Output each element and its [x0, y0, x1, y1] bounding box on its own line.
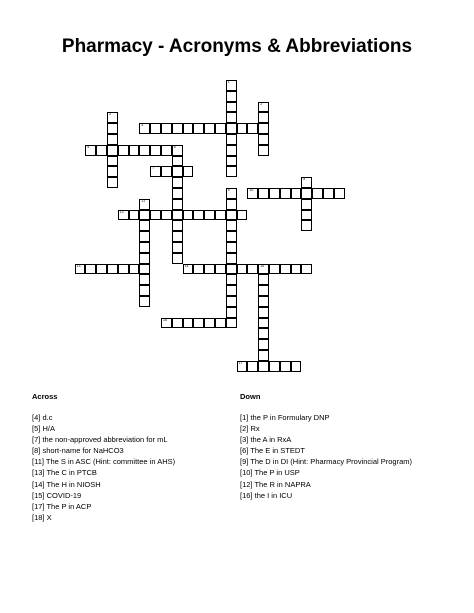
grid-cell[interactable] [237, 210, 248, 221]
grid-cell[interactable] [258, 285, 269, 296]
clue-text: the non-approved abbreviation for mL [42, 435, 168, 445]
grid-cell[interactable] [258, 264, 269, 275]
grid-cell[interactable] [226, 242, 237, 253]
clue-number: [15] [32, 490, 45, 500]
grid-cell[interactable] [258, 296, 269, 307]
grid-cell[interactable] [226, 285, 237, 296]
across-clue [32, 412, 175, 423]
grid-cell[interactable] [150, 145, 161, 156]
grid-cell[interactable] [139, 123, 150, 134]
grid-cell[interactable] [129, 210, 140, 221]
grid-cell[interactable] [96, 264, 107, 275]
grid-cell[interactable] [193, 264, 204, 275]
clue-text: The P in ACP [46, 501, 92, 511]
grid-cell[interactable] [237, 123, 248, 134]
clue-number: [9] [240, 457, 249, 467]
clue-number: [3] [240, 435, 249, 445]
clue-text: H/A [42, 424, 55, 434]
grid-cell[interactable] [161, 210, 172, 221]
grid-cell[interactable] [193, 123, 204, 134]
grid-cell[interactable] [150, 123, 161, 134]
grid-cell[interactable] [139, 220, 150, 231]
cell-number: 15 [260, 263, 265, 268]
grid-cell[interactable] [172, 145, 183, 156]
grid-cell[interactable] [258, 102, 269, 113]
grid-cell[interactable] [258, 318, 269, 329]
grid-cell[interactable] [258, 134, 269, 145]
cell-number: 11 [141, 198, 146, 203]
grid-cell[interactable] [226, 199, 237, 210]
grid-cell[interactable] [258, 339, 269, 350]
grid-cell[interactable] [258, 350, 269, 361]
grid-cell[interactable] [139, 296, 150, 307]
grid-cell[interactable] [247, 361, 258, 372]
grid-cell[interactable] [172, 177, 183, 188]
grid-cell[interactable] [204, 264, 215, 275]
grid-cell[interactable] [139, 231, 150, 242]
grid-cell[interactable] [258, 307, 269, 318]
grid-cell[interactable] [139, 210, 150, 221]
grid-cell[interactable] [226, 210, 237, 221]
grid-cell[interactable] [301, 177, 312, 188]
grid-cell[interactable] [247, 123, 258, 134]
grid-cell[interactable] [139, 274, 150, 285]
grid-cell[interactable] [107, 145, 118, 156]
grid-cell[interactable] [301, 220, 312, 231]
grid-cell[interactable] [183, 210, 194, 221]
clue-number: [18] [32, 512, 45, 522]
grid-cell[interactable] [75, 264, 86, 275]
clue-number: [10] [240, 468, 253, 478]
grid-cell[interactable] [280, 361, 291, 372]
grid-cell[interactable] [118, 210, 129, 221]
across-clue [32, 456, 175, 467]
grid-cell[interactable] [183, 166, 194, 177]
cell-number: 14 [184, 263, 189, 268]
clue-number: [2] [240, 424, 249, 434]
grid-cell[interactable] [301, 199, 312, 210]
clue-number: [8] [32, 446, 41, 456]
down-clue [240, 490, 412, 501]
grid-cell[interactable] [226, 123, 237, 134]
grid-cell[interactable] [226, 318, 237, 329]
grid-cell[interactable] [301, 210, 312, 221]
grid-cell[interactable] [172, 166, 183, 177]
grid-cell[interactable] [150, 166, 161, 177]
grid-cell[interactable] [226, 112, 237, 123]
grid-cell[interactable] [323, 188, 334, 199]
clue-number: [5] [32, 424, 41, 434]
across-heading: Across [32, 392, 58, 401]
clue-text: the P in Formulary DNP [250, 413, 330, 422]
grid-cell[interactable] [258, 123, 269, 134]
grid-cell[interactable] [172, 156, 183, 167]
down-clue [240, 456, 412, 467]
grid-cell[interactable] [183, 264, 194, 275]
grid-cell[interactable] [226, 145, 237, 156]
grid-cell[interactable] [334, 188, 345, 199]
clue-text: the A in RxA [250, 435, 292, 445]
grid-cell[interactable] [85, 264, 96, 275]
grid-cell[interactable] [183, 318, 194, 329]
across-clue [32, 423, 175, 434]
grid-cell[interactable] [226, 156, 237, 167]
grid-cell[interactable] [107, 112, 118, 123]
grid-cell[interactable] [85, 145, 96, 156]
down-clue [240, 434, 412, 445]
grid-cell[interactable] [139, 145, 150, 156]
grid-cell[interactable] [129, 145, 140, 156]
grid-cell[interactable] [269, 188, 280, 199]
down-clue [240, 412, 412, 423]
grid-cell[interactable] [301, 264, 312, 275]
grid-cell[interactable] [161, 166, 172, 177]
clue-number: [11] [32, 457, 44, 467]
grid-cell[interactable] [139, 253, 150, 264]
clue-number: [14] [32, 479, 45, 489]
cell-number: 8 [303, 177, 306, 182]
grid-cell[interactable] [107, 156, 118, 167]
clue-number: [16] [240, 490, 253, 500]
grid-cell[interactable] [107, 264, 118, 275]
clue-text: The D in DI (Hint: Pharmacy Provincial Program) [250, 457, 413, 467]
page-title: Pharmacy - Acronyms & Abbreviations [61, 36, 413, 57]
grid-cell[interactable] [107, 177, 118, 188]
grid-cell[interactable] [258, 188, 269, 199]
across-clues [32, 392, 175, 523]
grid-cell[interactable] [291, 361, 302, 372]
clue-number: [17] [32, 501, 45, 511]
grid-cell[interactable] [150, 210, 161, 221]
grid-cell[interactable] [226, 220, 237, 231]
down-clues [240, 392, 412, 501]
grid-cell[interactable] [172, 253, 183, 264]
grid-cell[interactable] [226, 296, 237, 307]
grid-cell[interactable] [172, 318, 183, 329]
across-clue [32, 434, 175, 445]
across-clue [32, 479, 175, 490]
across-clue [32, 512, 175, 523]
grid-cell[interactable] [215, 264, 226, 275]
across-clue [32, 501, 175, 512]
cell-number: 9 [227, 188, 230, 192]
down-clue [240, 423, 412, 434]
grid-cell[interactable] [258, 328, 269, 339]
grid-cell[interactable] [183, 123, 194, 134]
cell-number: 10 [249, 188, 254, 192]
grid-cell[interactable] [291, 264, 302, 275]
grid-cell[interactable] [204, 318, 215, 329]
clue-text: The R in NAPRA [254, 479, 311, 489]
grid-cell[interactable] [172, 188, 183, 199]
grid-cell[interactable] [280, 188, 291, 199]
grid-cell[interactable] [139, 285, 150, 296]
grid-cell[interactable] [226, 134, 237, 145]
grid-cell[interactable] [226, 188, 237, 199]
grid-cell[interactable] [172, 242, 183, 253]
cell-number: 7 [152, 166, 155, 171]
grid-cell[interactable] [226, 102, 237, 113]
grid-cell[interactable] [226, 231, 237, 242]
clue-text: The C in PTCB [46, 468, 97, 478]
clue-text: Rx [250, 424, 260, 434]
grid-cell[interactable] [215, 123, 226, 134]
grid-cell[interactable] [258, 361, 269, 372]
down-clue [240, 445, 412, 456]
across-clue [32, 445, 175, 456]
cell-number: 5 [87, 144, 90, 149]
grid-cell[interactable] [247, 188, 258, 199]
grid-cell[interactable] [107, 166, 118, 177]
grid-cell[interactable] [204, 210, 215, 221]
grid-cell[interactable] [193, 318, 204, 329]
cell-number: 1 [227, 80, 230, 84]
grid-cell[interactable] [269, 361, 280, 372]
clue-number: [6] [240, 446, 249, 456]
clue-text: The P in USP [254, 468, 300, 478]
grid-cell[interactable] [204, 123, 215, 134]
grid-cell[interactable] [118, 264, 129, 275]
grid-cell[interactable] [226, 91, 237, 102]
clue-text: The H in NIOSH [46, 479, 101, 489]
clue-text: the I in ICU [254, 490, 293, 500]
clue-text: The S in ASC (Hint: committee in AHS) [45, 457, 176, 467]
clue-number: [13] [32, 468, 45, 478]
cell-number: 6 [173, 144, 176, 149]
grid-cell[interactable] [258, 145, 269, 156]
grid-cell[interactable] [237, 264, 248, 275]
down-clue [240, 479, 412, 490]
cell-number: 4 [141, 123, 144, 128]
grid-cell[interactable] [226, 253, 237, 264]
clue-text: The E in STEDT [250, 446, 305, 456]
grid-cell[interactable] [161, 318, 172, 329]
grid-cell[interactable] [161, 123, 172, 134]
grid-cell[interactable] [226, 274, 237, 285]
clue-text: COVID-19 [46, 490, 82, 500]
grid-cell[interactable] [291, 188, 302, 199]
grid-cell[interactable] [258, 274, 269, 285]
grid-cell[interactable] [226, 166, 237, 177]
grid-cell[interactable] [258, 112, 269, 123]
grid-cell[interactable] [312, 188, 323, 199]
cell-number: 2 [260, 101, 263, 106]
grid-cell[interactable] [193, 210, 204, 221]
clue-text: X [46, 512, 52, 522]
across-clue [32, 467, 175, 478]
grid-cell[interactable] [172, 210, 183, 221]
cell-number: 12 [119, 209, 124, 214]
down-clue [240, 467, 412, 478]
grid-cell[interactable] [280, 264, 291, 275]
grid-cell[interactable] [226, 80, 237, 91]
grid-cell[interactable] [172, 199, 183, 210]
grid-cell[interactable] [172, 220, 183, 231]
clue-number: [12] [240, 479, 253, 489]
grid-cell[interactable] [129, 264, 140, 275]
grid-cell[interactable] [237, 361, 248, 372]
clue-number: [4] [32, 413, 41, 422]
clue-text: short-name for NaHCO3 [42, 446, 124, 456]
grid-cell[interactable] [139, 199, 150, 210]
grid-cell[interactable] [139, 242, 150, 253]
grid-cell[interactable] [118, 145, 129, 156]
grid-cell[interactable] [215, 318, 226, 329]
grid-cell[interactable] [226, 307, 237, 318]
cell-number: 16 [163, 317, 167, 322]
cell-number: 3 [109, 112, 111, 117]
grid-cell[interactable] [96, 145, 107, 156]
clue-text: d.c [42, 413, 53, 422]
grid-cell[interactable] [107, 134, 118, 145]
grid-cell[interactable] [247, 264, 258, 275]
grid-cell[interactable] [269, 264, 280, 275]
grid-cell[interactable] [172, 123, 183, 134]
grid-cell[interactable] [139, 264, 150, 275]
grid-cell[interactable] [107, 123, 118, 134]
grid-cell[interactable] [301, 188, 312, 199]
clue-number: [1] [240, 413, 249, 422]
grid-cell[interactable] [161, 145, 172, 156]
grid-cell[interactable] [172, 231, 183, 242]
down-heading: Down [240, 392, 261, 401]
across-clue [32, 490, 175, 501]
cell-number: 13 [76, 263, 81, 268]
cell-number: 17 [238, 360, 243, 365]
grid-cell[interactable] [226, 264, 237, 275]
clue-number: [7] [32, 435, 41, 445]
grid-cell[interactable] [215, 210, 226, 221]
